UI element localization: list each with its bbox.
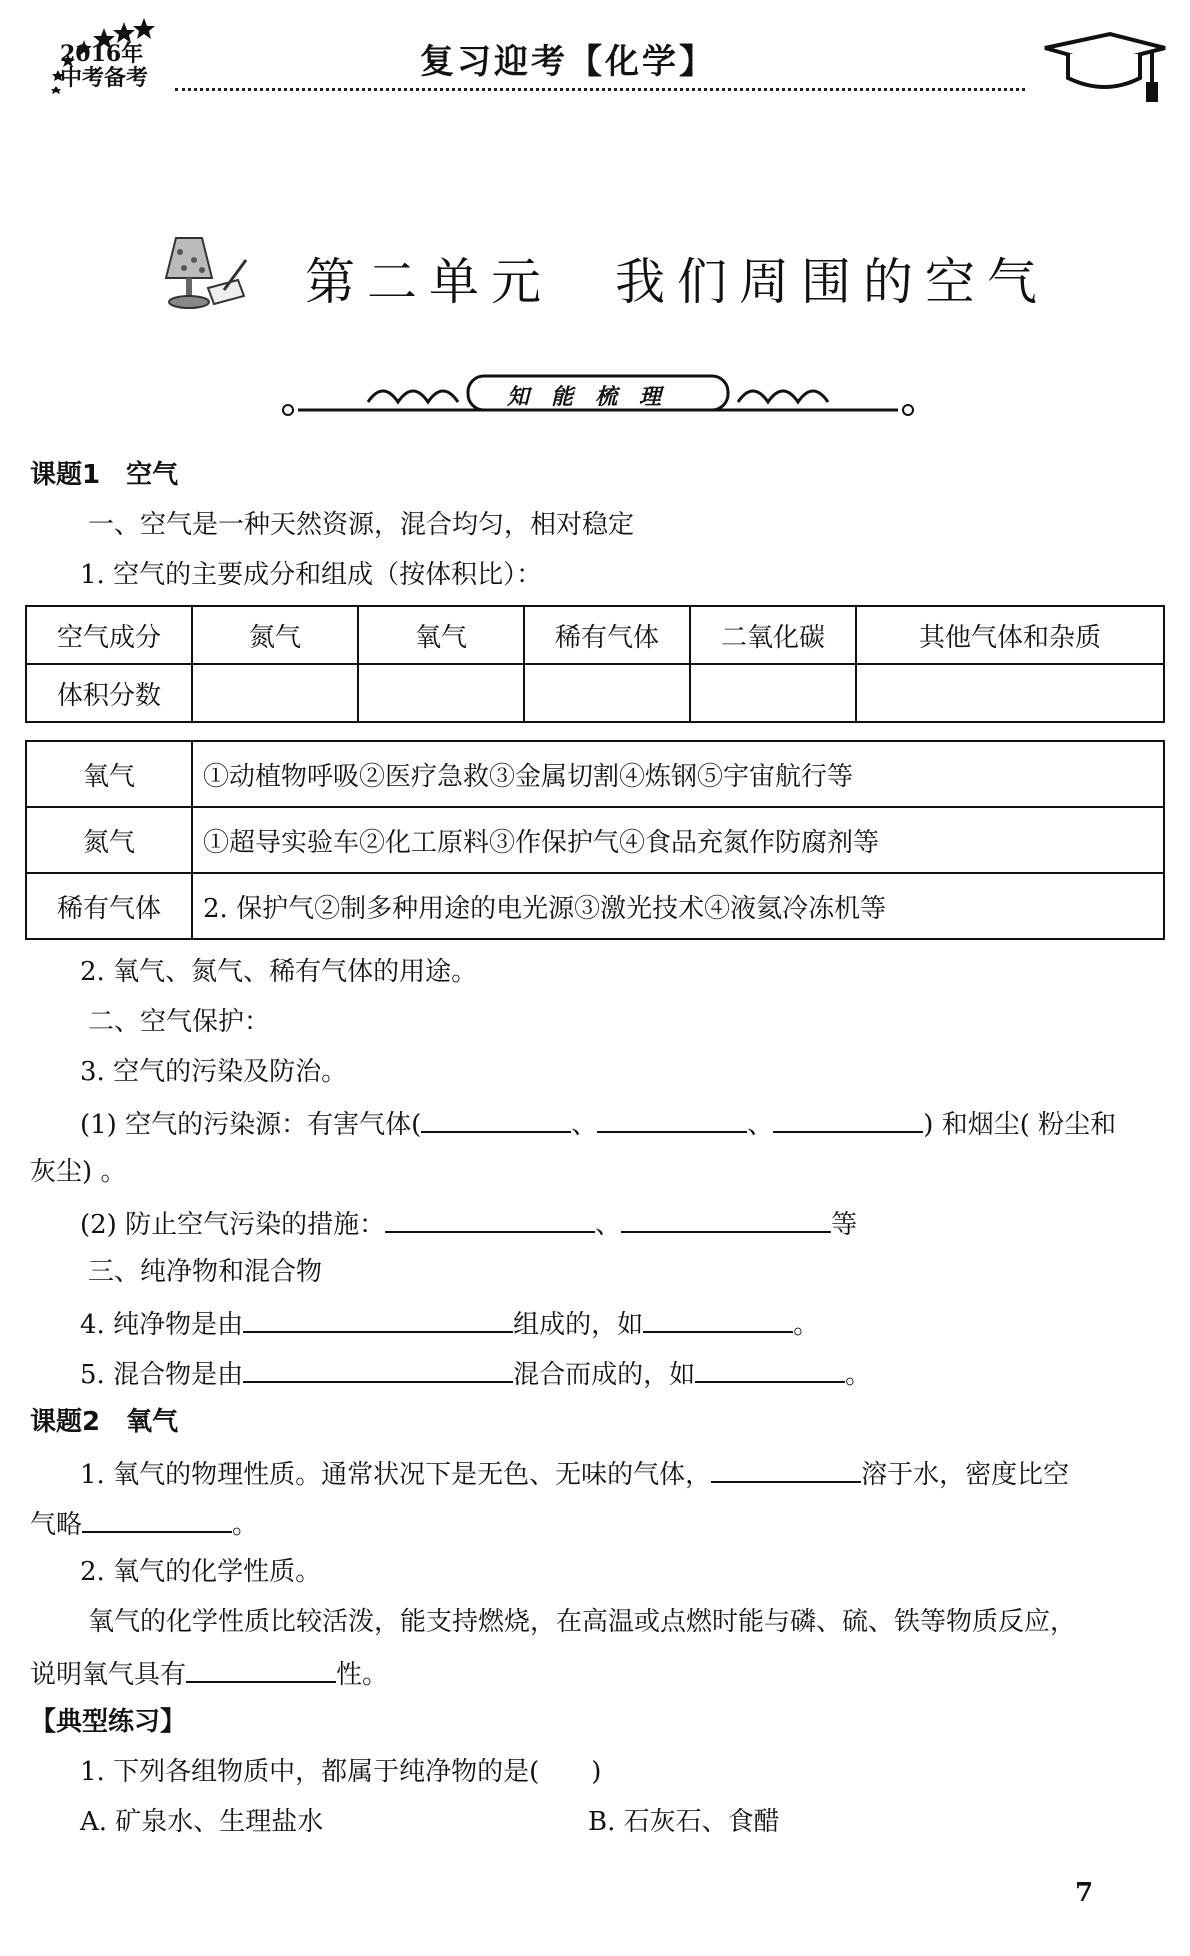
practice-heading: 【典型练习】 <box>30 1707 187 1737</box>
lesson1-heading: 课题1 空气 <box>30 460 179 490</box>
answer-blank[interactable] <box>597 1105 747 1133</box>
table-header-cell: 二氧化碳 <box>690 606 856 664</box>
table-header-cell: 空气成分 <box>26 606 192 664</box>
table-row <box>26 741 1164 807</box>
section-three-title: 三、纯净物和混合物 <box>88 1257 323 1287</box>
answer-blank[interactable] <box>643 1305 793 1333</box>
table-row <box>26 606 1164 664</box>
header-title: 复习迎考【化学】 <box>420 42 716 82</box>
option-b[interactable]: B. 石灰石、食醋 <box>588 1807 780 1837</box>
table-cell-empty <box>358 664 524 722</box>
header-dotted-rule <box>175 88 1025 91</box>
option-a[interactable]: A. 矿泉水、生理盐水 <box>80 1807 324 1837</box>
table-cell-empty <box>524 664 690 722</box>
gas-use-cell: 2. 保护气②制多种用途的电光源③激光技术④液氦冷冻机等 <box>192 873 1164 939</box>
gas-use-cell: ①超导实验车②化工原料③作保护气④食品充氮作防腐剂等 <box>192 807 1164 873</box>
answer-blank[interactable] <box>621 1205 831 1233</box>
answer-blank[interactable] <box>695 1355 845 1383</box>
table-header-cell: 稀有气体 <box>524 606 690 664</box>
practice-question-1: 1. 下列各组物质中，都属于纯净物的是( ) <box>80 1757 602 1787</box>
answer-blank[interactable] <box>243 1305 513 1333</box>
question-3: 3. 空气的污染及防治。 <box>80 1057 348 1087</box>
table-row <box>26 873 1164 939</box>
lesson2-heading: 课题2 氧气 <box>30 1407 179 1437</box>
table-cell-empty <box>690 664 856 722</box>
answer-blank[interactable] <box>82 1505 232 1533</box>
table-header-cell: 氮气 <box>192 606 358 664</box>
lesson2-question-1: 1. 氧气的物理性质。通常状况下是无色、无味的气体， 溶于水，密度比空 <box>80 1455 1069 1492</box>
banner-label: 知能梳理 <box>506 384 683 410</box>
question-3-1-cont: 灰尘) 。 <box>30 1157 127 1187</box>
gas-use-cell: ①动植物呼吸②医疗急救③金属切割④炼钢⑤宇宙航行等 <box>192 741 1164 807</box>
unit-title: 第二单元 我们周围的空气 <box>305 253 1049 311</box>
lesson2-paragraph: 氧气的化学性质比较活泼，能支持燃烧，在高温或点燃时能与磷、硫、铁等物质反应， <box>88 1607 1077 1637</box>
table-row <box>26 664 1164 722</box>
answer-blank[interactable] <box>711 1455 861 1483</box>
badge-subtitle: 中考备考 <box>60 65 149 91</box>
gas-name-cell: 氮气 <box>26 807 192 873</box>
table-header-cell: 其他气体和杂质 <box>856 606 1164 664</box>
table-cell-empty <box>192 664 358 722</box>
question-5: 5. 混合物是由 混合而成的，如 。 <box>80 1355 871 1392</box>
answer-blank[interactable] <box>421 1105 571 1133</box>
lesson2-question-2: 2. 氧气的化学性质。 <box>80 1557 322 1587</box>
answer-blank[interactable] <box>243 1355 513 1383</box>
lesson2-paragraph-cont: 说明氧气具有 性。 <box>30 1655 388 1692</box>
table-row-label: 体积分数 <box>26 664 192 722</box>
lesson2-question-1-cont: 气略 。 <box>30 1505 258 1542</box>
answer-blank[interactable] <box>773 1105 923 1133</box>
table-cell-empty <box>856 664 1164 722</box>
gas-uses-table <box>25 740 1165 940</box>
page-number: 7 <box>1075 1878 1094 1908</box>
section-two-title: 二、空气保护： <box>88 1007 271 1037</box>
answer-blank[interactable] <box>186 1655 336 1683</box>
question-3-2: (2) 防止空气污染的措施： 、 等 <box>80 1205 857 1242</box>
table-header-cell: 氧气 <box>358 606 524 664</box>
question-2: 2. 氧气、氮气、稀有气体的用途。 <box>80 957 478 987</box>
gas-name-cell: 稀有气体 <box>26 873 192 939</box>
table-row <box>26 807 1164 873</box>
question-4: 4. 纯净物是由 组成的，如 。 <box>80 1305 819 1342</box>
graduation-cap-icon <box>1040 26 1170 106</box>
header-badge <box>60 42 148 90</box>
desk-lamp-icon <box>162 230 248 314</box>
badge-year: 2016年 <box>60 41 144 67</box>
answer-blank[interactable] <box>385 1205 595 1233</box>
gas-name-cell: 氧气 <box>26 741 192 807</box>
question-3-1: (1) 空气的污染源：有害气体( 、 、 ) 和烟尘( 粉尘和 <box>80 1105 1116 1142</box>
section-one-title: 一、空气是一种天然资源，混合均匀，相对稳定 <box>88 510 635 540</box>
question-1: 1. 空气的主要成分和组成（按体积比）： <box>80 560 543 590</box>
air-composition-table <box>25 605 1165 723</box>
